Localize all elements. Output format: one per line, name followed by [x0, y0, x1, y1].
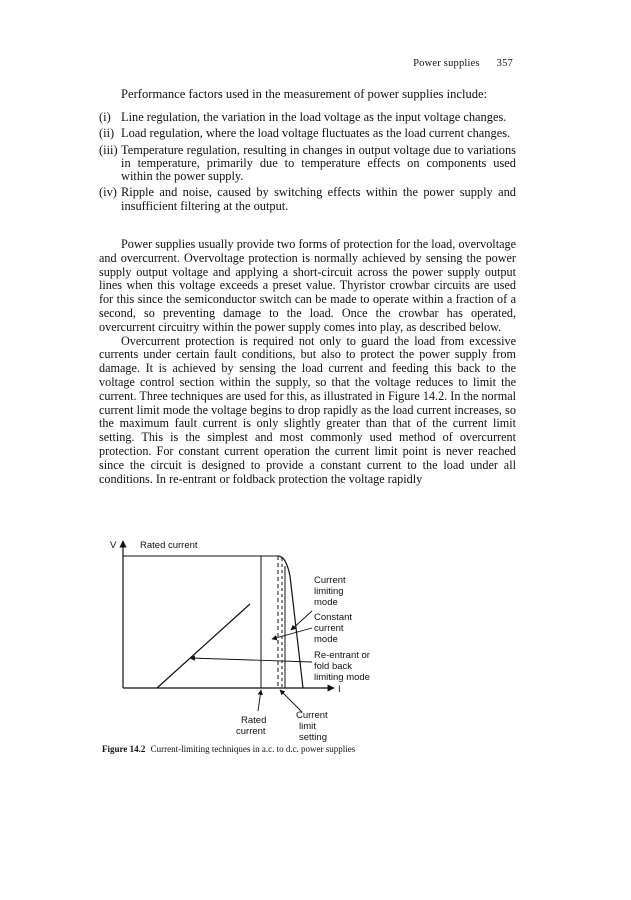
- body-text: [99, 238, 516, 486]
- limit-setting-label: Current limit setting: [296, 710, 328, 742]
- list-text: Load regulation, where the load voltage fluctuates as the load current changes.: [121, 126, 511, 141]
- running-title: Power supplies: [413, 58, 480, 69]
- arrow-rated-current: [258, 690, 261, 711]
- paragraph-protection: Power supplies usually provide two forms of protection for the load, overvoltage and overcurrent. Overvoltage protection is normally achieved by sensing the power supply output voltage and applying a short-circuit across the power supply output lines when this voltage exceeds a preset value. Thyristor crowbar circuits are used for this since the semiconductor switch can be made to operate within a fraction of a second, so preventing damage to the load. Once the crowbar has operated, overcurrent circuitry within the power supply comes into play, as described below.: [99, 237, 516, 334]
- x-axis-label: I: [338, 684, 341, 695]
- list-text: Ripple and noise, caused by switching effects within the power supply and insufficient filtering at the output.: [121, 185, 516, 213]
- figure-caption-text: Current-limiting techniques in a.c. to d.c. power supplies: [150, 744, 356, 754]
- arrow-reentrant: [190, 658, 312, 662]
- foldback-line: [157, 604, 250, 688]
- figure-caption: [102, 744, 355, 754]
- rated-current-bottom-label: Rated current: [236, 715, 267, 737]
- reentrant-label: Re-entrant or fold back limiting mode: [314, 650, 370, 683]
- paragraph-overcurrent: Overcurrent protection is required not only to guard the load from excessive currents under certain fault conditions, but also to protect the power supply from damage. It is achieved by sensing the load current and feeding this back to the voltage control section within the supply, so that the voltage reduces to limit the current. Three techniques are used for this, as illustrated in Figure 14.2. In the normal current limit mode the voltage begins to drop rapidly as the load current increases, so the maximum fault current is only slightly greater than that of the current limit setting. This is the simplest and most commonly used method of overcurrent protection. For constant current operation the current limit point is never reached since the circuit is designed to provide a constant current to the load under all conditions. In re-entrant or foldback protection the voltage rapidly: [99, 333, 516, 486]
- list-item: [99, 144, 516, 184]
- performance-factor-list: [99, 111, 516, 216]
- constant-current-label: Constant current mode: [314, 612, 353, 645]
- intro-sentence: Performance factors used in the measurement of power supplies include:: [121, 87, 488, 101]
- list-marker: (iii): [99, 142, 118, 157]
- list-marker: (ii): [99, 126, 115, 141]
- list-item: [99, 186, 516, 213]
- current-limiting-label: Current limiting mode: [314, 575, 346, 608]
- current-limiting-figure: [100, 536, 400, 742]
- arrow-limit-setting: [280, 690, 302, 712]
- list-item: [99, 111, 516, 124]
- y-axis-label: V: [110, 540, 117, 551]
- page-number: 357: [496, 58, 513, 69]
- list-text: Line regulation, the variation in the load voltage as the input voltage changes.: [121, 110, 507, 124]
- figure-number: Figure 14.2: [102, 744, 146, 754]
- running-header: [413, 58, 513, 69]
- list-marker: (i): [99, 110, 111, 124]
- list-item: [99, 127, 516, 140]
- list-marker: (iv): [99, 185, 117, 200]
- list-text: Temperature regulation, resulting in changes in output voltage due to variations in temperature, primarily due to temperature effects on components used within the power supply.: [121, 142, 516, 184]
- rated-current-top-label: Rated current: [140, 540, 198, 551]
